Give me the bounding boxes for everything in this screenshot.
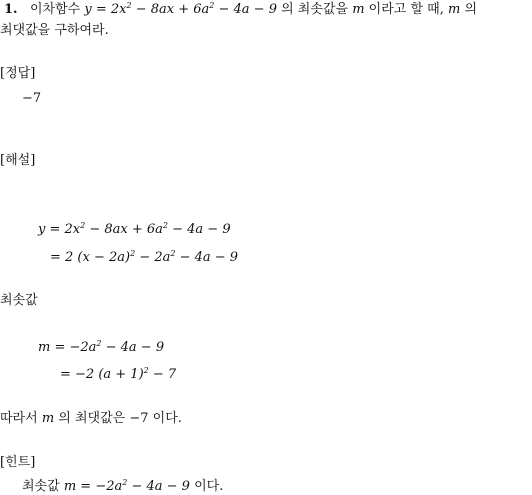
problem-text: 이차함수 [29, 2, 81, 17]
solution-equation-1: $y = 2x^2 - 8ax + 6a^2 - 4a - 9$ [38, 221, 231, 237]
answer-label: [정답] [0, 66, 36, 81]
hint-label: [힌트] [0, 455, 36, 470]
problem-line-1: 1. 이차함수 $y = 2x^2 - 8ax + 6a^2 - 4a - 9$ 의 최솟값을 m 이라고 할 때, m 의 [4, 1, 478, 17]
solution-equation-4: = −2 $(a + 1)^2 - 7$ [60, 366, 177, 382]
solution-equation-3: $m = -2a^2 - 4a - 9$ [38, 339, 165, 355]
solution-label: [해설] [0, 153, 36, 168]
hint-text: 최솟값 $m = -2a^2 - 4a - 9$ 이다. [22, 478, 224, 494]
problem-equation: $y = 2x^2 - 8ax + 6a^2 - 4a - 9$ [84, 1, 277, 17]
problem-number: 1. [4, 2, 18, 17]
answer-value: −7 [22, 91, 42, 106]
min-label: 최솟값 [0, 293, 38, 308]
solution-conclusion: 따라서 m 의 최댓값은 −7 이다. [0, 411, 182, 426]
solution-equation-2: = 2 $(x - 2a)^2 - 2a^2 - 4a - 9$ [50, 249, 239, 265]
problem-line-2: 최댓값을 구하여라. [0, 23, 109, 38]
